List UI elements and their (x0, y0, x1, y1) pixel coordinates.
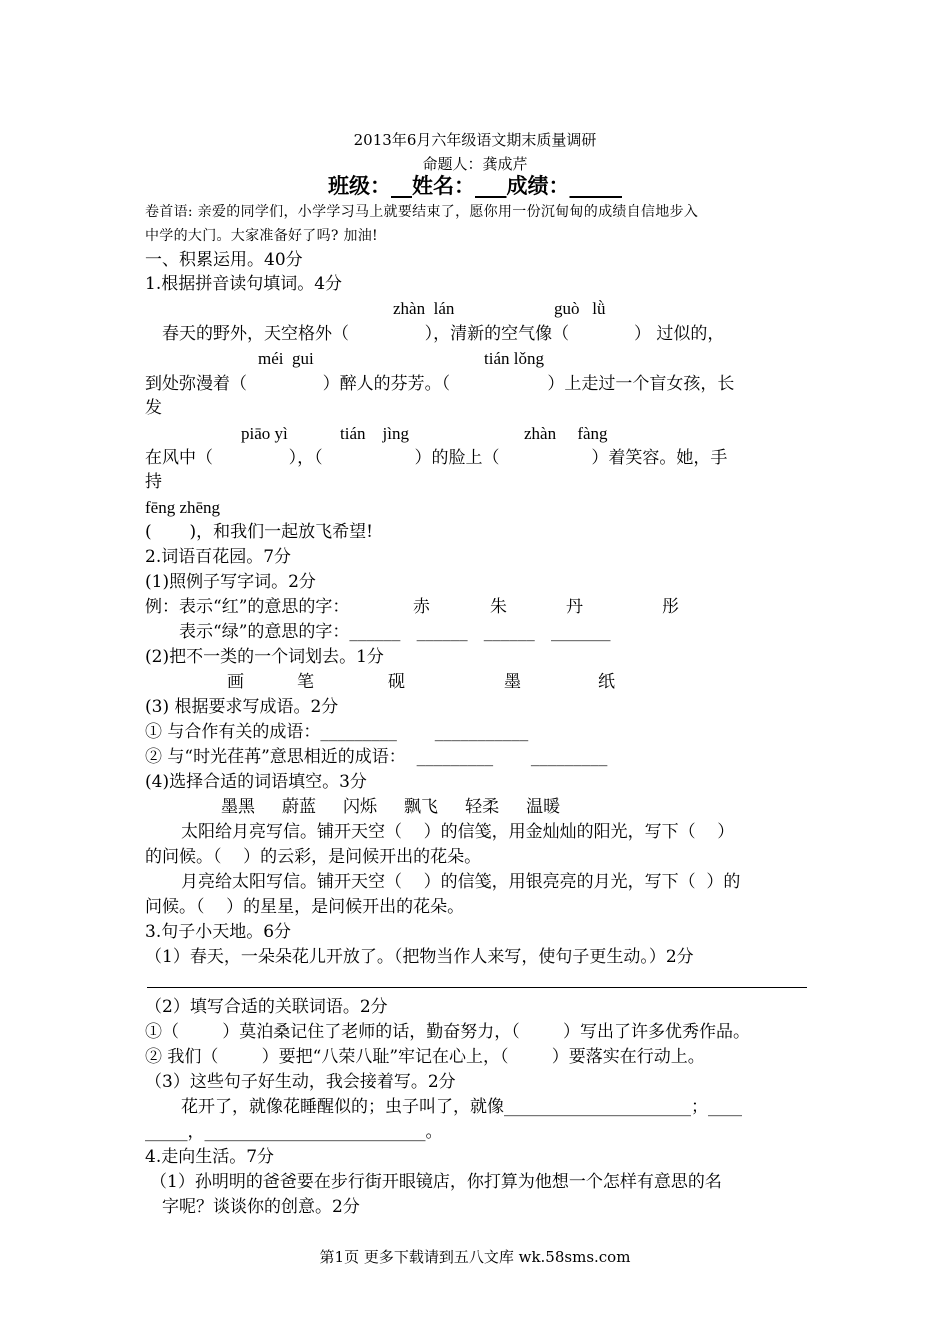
pinyin: tián lǒng (484, 349, 544, 368)
q1-sentence-4: ( )，和我们一起放飞希望! (145, 522, 373, 542)
q4-s1-a: （1）孙明明的爸爸要在步行街开眼镜店，你打算为他想一个怎样有意思的名 (150, 1172, 722, 1192)
q3-s3-a: 花开了，就像花睡醒似的；虫子叫了，就像______________________；____ (181, 1097, 742, 1117)
q2-sub1: (1)照例子写字词。2分 (145, 572, 316, 592)
exam-author: 命题人：龚成芹 (422, 155, 528, 173)
pinyin: zhàn lán (393, 299, 455, 318)
q2-sub4-words: 墨黑 蔚蓝 闪烁 飘飞 轻柔 温暖 (221, 797, 561, 817)
q4-title: 4.走向生活。7分 (145, 1147, 275, 1167)
q2-sub2: (2)把不一类的一个词划去。1分 (145, 647, 384, 667)
q2-sub3: (3) 根据要求写成语。2分 (145, 697, 339, 717)
word-option: 笔 (297, 672, 314, 692)
q1-sentence-3-wrap: 持 (145, 472, 162, 492)
q2-passage-2a: 月亮给太阳写信。铺开天空（ ）的信笺，用银亮亮的月光，写下（ ）的 (181, 872, 741, 892)
q3-s2: （2）填写合适的关联词语。2分 (145, 997, 388, 1017)
q2-title: 2.词语百花园。7分 (145, 547, 292, 567)
pinyin: zhàn fàng (524, 424, 608, 443)
word-option: 墨 (504, 672, 521, 692)
q2-example-label: 例：表示“红”的意思的字： (145, 597, 350, 617)
pinyin: guò lǜ (554, 299, 606, 318)
q1-sentence-2-wrap: 发 (145, 398, 162, 418)
example-char: 彤 (662, 597, 679, 617)
q2-passage-1b: 的问候。（ ）的云彩，是问候开出的花朵。 (145, 847, 482, 867)
section-1-title: 一、积累运用。40分 (145, 250, 303, 270)
word-option: 砚 (388, 672, 405, 692)
q1-sentence-1: 春天的野外，天空格外（ ），清新的空气像（ ） 过似的， (162, 324, 725, 344)
pinyin: fēng zhēng (145, 498, 221, 517)
page-footer: 第1页 更多下载请到五八文库 wk.58sms.com (319, 1248, 631, 1266)
q3-s3: （3）这些句子好生动，我会接着写。2分 (145, 1072, 456, 1092)
q2-sub3-a: ① 与合作有关的成语：_________ ___________ (145, 722, 529, 742)
q3-s1: （1）春天，一朵朵花儿开放了。（把物当作人来写，使句子更生动。）2分 (145, 947, 694, 967)
q3-title: 3.句子小天地。6分 (145, 922, 292, 942)
q3-s3-b: _____，__________________________。 (145, 1122, 443, 1142)
q1-title: 1.根据拼音读句填词。4分 (145, 274, 343, 294)
exam-title: 2013年6月六年级语文期末质量调研 (353, 131, 597, 149)
q2-passage-2b: 问候。（ ）的星星，是问候开出的花朵。 (145, 897, 465, 917)
q2-green-blanks: 表示“绿”的意思的字：______ ______ ______ _______ (179, 622, 611, 642)
q4-s1-b: 字呢？谈谈你的创意。2分 (162, 1197, 360, 1217)
student-info-fields: 班级：__姓名：___成绩：_____ (328, 174, 622, 198)
example-char: 赤 (413, 597, 430, 617)
q1-sentence-2: 到处弥漫着（ ）醉人的芬芳。（ ）上走过一个盲女孩，长 (145, 374, 735, 394)
preface-line-2: 中学的大门。大家准备好了吗? 加油! (145, 228, 378, 244)
answer-line (147, 987, 807, 988)
preface-line-1: 卷首语: 亲爱的同学们，小学学习马上就要结束了，愿你用一份沉甸甸的成绩自信地步入 (145, 204, 699, 220)
q3-s2-b: ② 我们（ ）要把“八荣八耻”牢记在心上，（ ）要落实在行动上。 (145, 1047, 705, 1067)
q2-sub3-b: ② 与“时光荏苒”意思相近的成语： _________ _________ (145, 747, 608, 767)
pinyin: piāo yì (241, 424, 288, 443)
q1-sentence-3: 在风中（ ），（ ）的脸上（ ）着笑容。她，手 (145, 448, 728, 468)
pinyin: méi gui (258, 349, 314, 368)
q2-sub4: (4)选择合适的词语填空。3分 (145, 772, 367, 792)
q3-s2-a: ①（ ）莫泊桑记住了老师的话，勤奋努力，（ ）写出了许多优秀作品。 (145, 1022, 750, 1042)
example-char: 朱 (490, 597, 507, 617)
pinyin: tián jìng (340, 424, 409, 443)
word-option: 纸 (598, 672, 615, 692)
word-option: 画 (227, 672, 244, 692)
q2-passage-1a: 太阳给月亮写信。铺开天空（ ）的信笺，用金灿灿的阳光，写下（ ） (181, 822, 735, 842)
example-char: 丹 (566, 597, 583, 617)
